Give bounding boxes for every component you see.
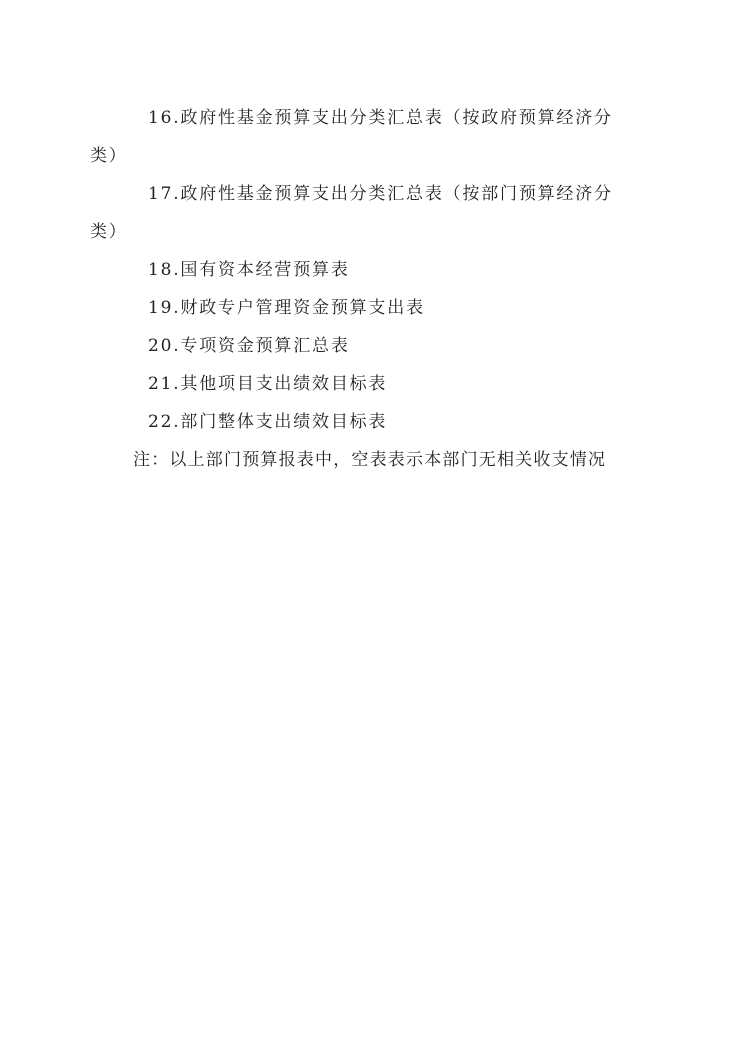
list-item-19: 19.财政专户管理资金预算支出表 bbox=[148, 298, 425, 318]
footnote: 注：以上部门预算报表中，空表表示本部门无相关收支情况 bbox=[133, 450, 607, 470]
list-item-16: 16.政府性基金预算支出分类汇总表（按政府预算经济分 bbox=[148, 108, 613, 128]
list-item-22: 22.部门整体支出绩效目标表 bbox=[148, 412, 388, 432]
list-item-18: 18.国有资本经营预算表 bbox=[148, 260, 350, 280]
list-item-16-continuation: 类） bbox=[90, 146, 128, 166]
list-item-20: 20.专项资金预算汇总表 bbox=[148, 336, 350, 356]
list-item-17: 17.政府性基金预算支出分类汇总表（按部门预算经济分 bbox=[148, 184, 613, 204]
list-item-17-continuation: 类） bbox=[90, 222, 128, 242]
list-item-21: 21.其他项目支出绩效目标表 bbox=[148, 374, 388, 394]
